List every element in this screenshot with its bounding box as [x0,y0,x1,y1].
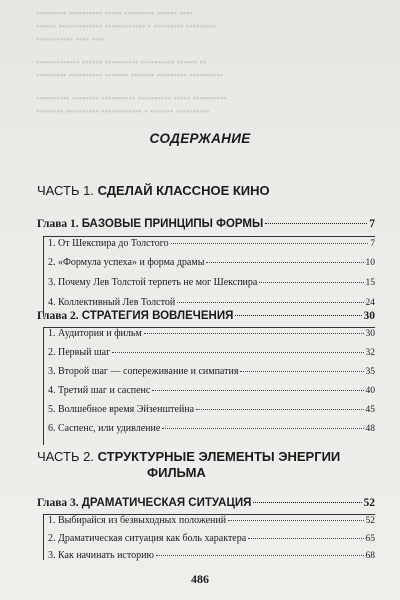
dot-leader [259,282,363,283]
part-1-name: СДЕЛАЙ КЛАССНОЕ КИНО [97,183,270,198]
part-1-heading [37,183,367,199]
section-title: 2. Первый шаг [48,347,111,358]
dot-leader [171,243,369,244]
part-2-heading [37,449,367,481]
section-title: 1. От Шекспира до Толстого [48,238,169,249]
section-row [37,533,375,544]
dot-leader [162,428,363,429]
chapter-2-page: 30 [363,310,375,322]
chapter-1-label: Глава 1. [37,218,79,230]
section-title: 4. Третий шаг и саспенс [48,385,151,396]
section-row [37,385,375,396]
dot-leader [253,502,361,503]
section-page: 35 [365,367,375,377]
dot-leader [206,262,363,263]
section-page: 7 [370,239,375,249]
chapter-3-page: 52 [363,497,375,509]
toc-title: СОДЕРЖАНИЕ [149,131,251,146]
section-title: 3. Как начинать историю [48,550,154,561]
section-page: 40 [365,386,375,396]
section-page: 52 [365,516,375,526]
section-title: 4. Коллективный Лев Толстой [48,297,176,308]
section-page: 15 [365,278,375,288]
dot-leader [248,538,363,539]
section-row [37,347,375,358]
section-page: 68 [365,551,375,561]
chapter-3-heading [37,497,375,509]
chapter-1-rule [43,236,375,237]
dot-leader [196,409,363,410]
chapter-2-title: СТРАТЕГИЯ ВОВЛЕЧЕНИЯ [81,310,234,322]
chapter-1-page: 7 [369,218,375,230]
section-row [37,297,375,308]
chapter-2-heading [37,310,375,322]
section-page: 30 [365,329,375,339]
dot-leader [235,315,361,316]
dot-leader [156,555,364,556]
section-row [37,238,375,249]
section-title: 1. Выбирайся из безвыходных положений [48,515,227,526]
section-title: 2. Драматическая ситуация как боль характера [48,533,247,544]
section-row [37,366,375,377]
dot-leader [152,390,363,391]
section-row [37,257,375,268]
dot-leader [228,520,363,521]
section-page: 24 [365,298,375,308]
section-title: 5. Волшебное время Эйзенштейна [48,404,195,415]
section-row [37,515,375,526]
section-page: 48 [365,424,375,434]
chapter-3-label: Глава 3. [37,497,79,509]
dot-leader [265,223,367,224]
part-2-name: СТРУКТУРНЫЕ ЭЛЕМЕНТЫ ЭНЕРГИИ [97,449,341,464]
chapter-2-label: Глава 2. [37,310,79,322]
section-row [37,328,375,339]
section-row [37,277,375,288]
dot-leader [177,302,363,303]
show-through-text: ▪▪▪▪▪▪▪▪▪ ▪▪▪▪▪▪▪▪▪▪ ▪▪▪▪▪ ▪▪▪▪▪▪▪▪▪ ▪▪▪▪▪▪ ▪▪▪▪ ▪▪▪▪▪▪ ▪▪▪▪▪▪▪▪▪▪▪▪▪ ▪▪▪▪▪▪▪▪▪▪▪▪ ▪ ▪▪▪▪▪▪▪▪▪ ▪▪▪▪▪▪▪▪▪ ▪▪▪▪▪▪▪▪▪▪▪ ▪▪▪▪ ▪▪▪▪ ▪▪▪▪▪▪▪▪▪▪▪▪▪ ▪▪▪▪▪▪ ▪▪▪▪▪▪▪▪▪▪ ▪▪▪▪▪▪▪▪▪▪ ▪▪▪▪▪▪ ▪▪ ▪▪▪▪▪▪▪▪▪ ▪▪▪▪▪▪▪▪▪▪ ▪▪▪▪▪▪▪ ▪▪▪▪▪▪▪ ▪▪▪▪▪▪▪▪▪ ▪▪▪▪▪▪▪▪▪▪ ▪▪▪▪▪▪▪▪▪▪ ▪▪▪▪▪▪▪▪ ▪▪▪▪▪▪▪▪▪▪ ▪▪▪▪▪▪▪▪▪▪ ▪▪▪▪▪ ▪▪▪▪▪▪▪▪▪▪ ▪▪▪▪▪▪▪▪ ▪▪▪▪▪▪▪▪▪▪ ▪▪▪▪▪▪▪▪▪▪▪▪ ▪ ▪▪▪▪▪▪▪ ▪▪▪▪▪▪▪▪▪▪ [36,9,227,117]
section-page: 65 [365,534,375,544]
part-2-prefix: ЧАСТЬ 2. [37,449,94,464]
dot-leader [144,333,364,334]
section-page: 10 [365,258,375,268]
part-2-name-line2: ФИЛЬМА [147,465,206,480]
dot-leader [112,352,363,353]
section-title: 3. Второй шаг — сопереживание и симпатия [48,366,239,377]
section-row [37,423,375,434]
section-title: 3. Почему Лев Толстой терпеть не мог Шекспира [48,277,258,288]
section-title: 1. Аудитория и фильм [48,328,142,339]
part-1-prefix: ЧАСТЬ 1. [37,183,94,198]
dot-leader [240,371,363,372]
section-row [37,404,375,415]
page-number: 486 [191,572,209,586]
section-row [37,550,375,561]
section-page: 32 [365,348,375,358]
chapter-1-title: БАЗОВЫЕ ПРИНЦИПЫ ФОРМЫ [81,218,264,230]
section-title: 2. «Формула успеха» и форма драмы [48,257,205,268]
chapter-3-title: ДРАМАТИЧЕСКАЯ СИТУАЦИЯ [81,497,252,509]
section-page: 45 [365,405,375,415]
section-title: 6. Саспенс, или удивление [48,423,161,434]
chapter-1-heading [37,218,375,230]
